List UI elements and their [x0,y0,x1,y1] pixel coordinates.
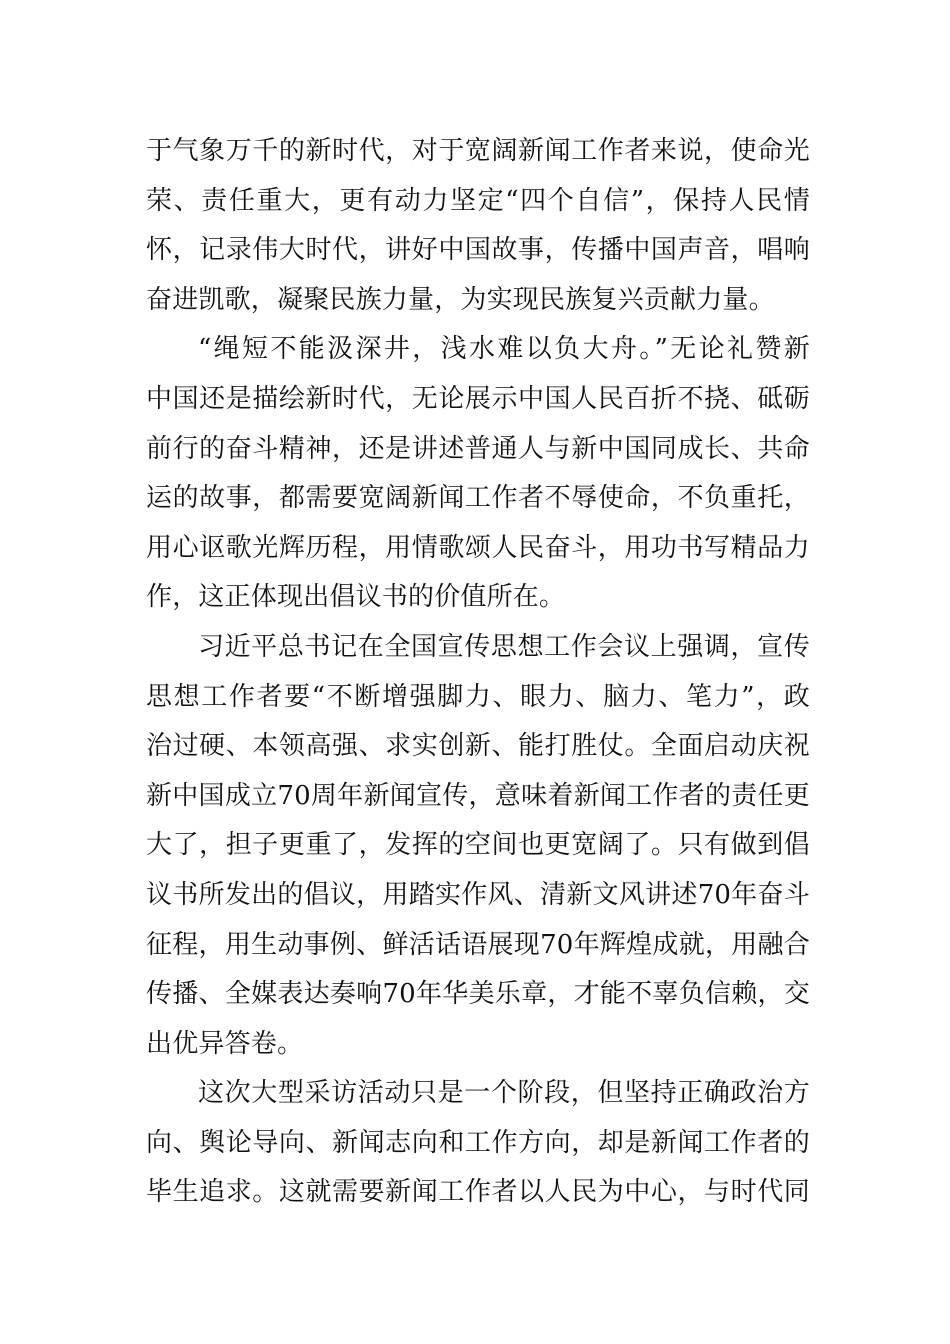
text-line: 征程，用生动事例、鲜活话语展现70年辉煌成就，用融合 [146,929,810,960]
text-line: “绳短不能汲深井，浅水难以负大舟。”无论礼赞新 [198,334,810,365]
text-line: 荣、责任重大，更有动力坚定“四个自信”，保持人民情 [146,185,810,216]
text-line: 作，这正体现出倡议书的价值所在。 [146,582,566,613]
text-line: 这次大型采访活动只是一个阶段，但坚持正确政治方 [198,1078,810,1109]
paragraph-4 [146,1069,810,1218]
text-line: 向、舆论导向、新闻志向和工作方向，却是新闻工作者的 [146,1127,810,1158]
text-line: 传播、全媒表达奏响70年华美乐章，才能不辜负信赖，交 [146,979,810,1010]
body-text [146,127,810,1218]
text-line: 新中国成立70周年新闻宣传，意味着新闻工作者的责任更 [146,780,810,811]
text-line: 奋进凯歌，凝聚民族力量，为实现民族复兴贡献力量。 [146,284,775,315]
text-line: 习近平总书记在全国宣传思想工作会议上强调，宣传 [198,631,810,662]
text-line: 运的故事，都需要宽阔新闻工作者不辱使命，不负重托， [146,483,810,514]
text-line: 思想工作者要“不断增强脚力、眼力、脑力、笔力”，政 [146,681,810,712]
text-line: 治过硬、本领高强、求实创新、能打胜仗。全面启动庆祝 [146,731,810,762]
text-line: 出优异答卷。 [146,1028,304,1059]
text-line: 怀，记录伟大时代，讲好中国故事，传播中国声音，唱响 [146,235,810,266]
paragraph-1 [146,127,810,325]
text-line: 议书所发出的倡议，用踏实作风、清新文风讲述70年奋斗 [146,879,810,910]
paragraph-3 [146,623,810,1069]
text-line: 毕生追求。这就需要新闻工作者以人民为中心，与时代同 [146,1177,810,1208]
text-line: 前行的奋斗精神，还是讲述普通人与新中国同成长、共命 [146,433,810,464]
text-line: 中国还是描绘新时代，无论展示中国人民百折不挠、砥砺 [146,383,810,414]
text-line: 于气象万千的新时代，对于宽阔新闻工作者来说，使命光 [146,136,810,166]
text-line: 用心讴歌光辉历程，用情歌颂人民奋斗，用功书写精品力 [146,532,810,563]
paragraph-2 [146,325,810,623]
text-line: 大了，担子更重了，发挥的空间也更宽阔了。只有做到倡 [146,830,810,861]
